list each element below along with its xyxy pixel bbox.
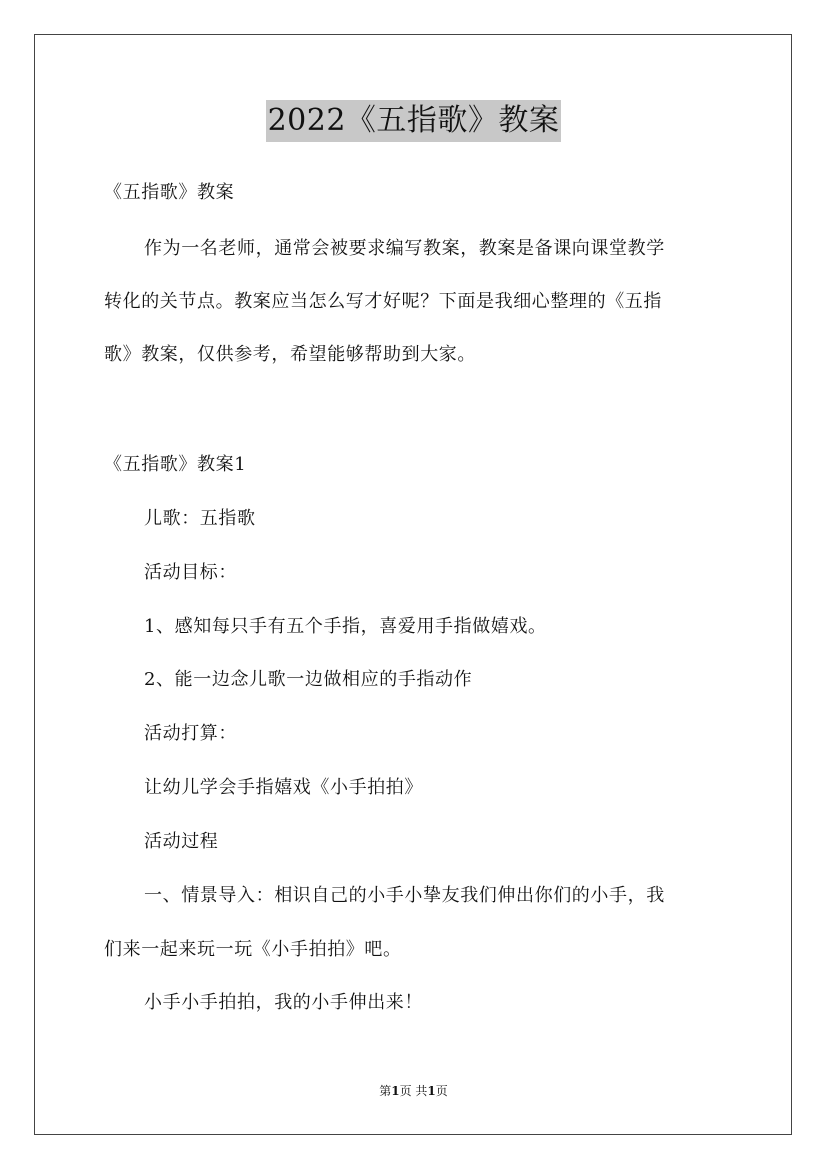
footer-page-suffix: 页 [435, 1084, 448, 1098]
process-step-1-line-1: 一、情景导入：相识自己的小手小挚友我们伸出你们的小手，我 [144, 885, 665, 906]
document-title: 2022《五指歌》教案 [266, 100, 562, 142]
footer-page-mid: 页 共 [399, 1084, 428, 1098]
footer-total-pages: 1 [427, 1084, 436, 1098]
intro-line-3: 歌》教案，仅供参考，希望能够帮助到大家。 [104, 344, 476, 365]
prep-heading: 活动打算： [144, 723, 237, 744]
intro-line-2: 转化的关节点。教案应当怎么写才好呢？下面是我细心整理的《五指 [104, 291, 662, 312]
song-name-line: 儿歌：五指歌 [144, 508, 256, 529]
rhyme-line: 小手小手拍拍，我的小手伸出来！ [144, 992, 423, 1013]
footer-page-prefix: 第 [379, 1084, 392, 1098]
page-footer [0, 1083, 827, 1099]
goal-item-1: 1、感知每只手有五个手指，喜爱用手指做嬉戏。 [144, 616, 547, 637]
prep-item: 让幼儿学会手指嬉戏《小手拍拍》 [144, 777, 423, 798]
title-container [0, 100, 827, 142]
process-step-1-line-2: 们来一起来玩一玩《小手拍拍》吧。 [104, 939, 402, 960]
intro-line-1: 作为一名老师，通常会被要求编写教案，教案是备课向课堂教学 [144, 238, 665, 259]
subtitle-line: 《五指歌》教案 [104, 182, 235, 203]
footer-page-number: 1 [391, 1084, 400, 1098]
section-heading: 《五指歌》教案1 [104, 454, 247, 475]
process-heading: 活动过程 [144, 831, 219, 852]
goal-heading: 活动目标： [144, 562, 237, 583]
goal-item-2: 2、能一边念儿歌一边做相应的手指动作 [144, 669, 473, 690]
